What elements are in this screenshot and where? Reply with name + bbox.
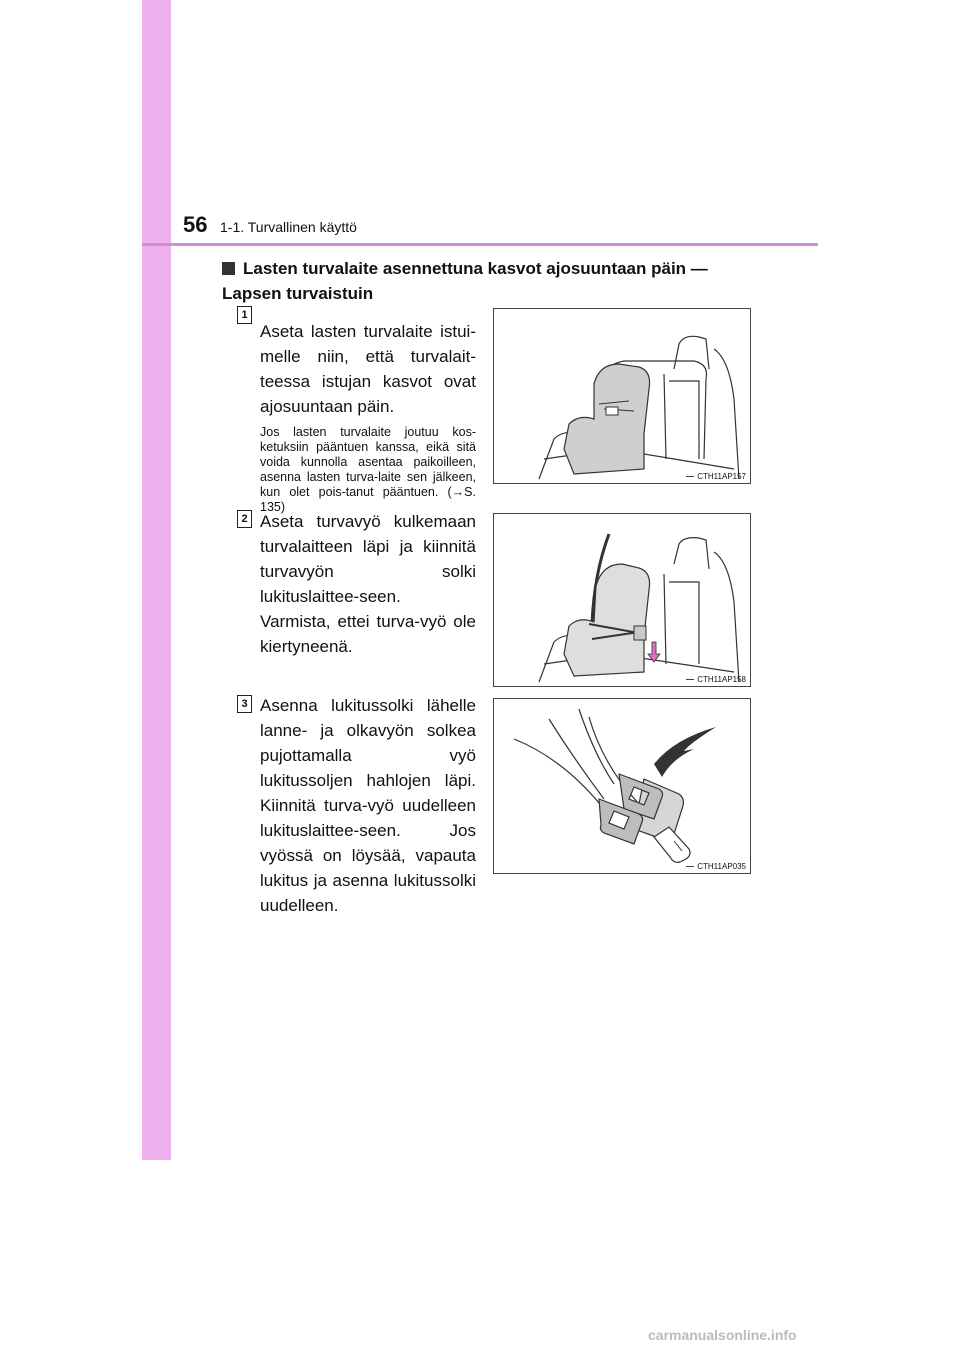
step-1-text: Aseta lasten turvalaite istui-melle niin, että turvalait-teessa istujan kasvot ovat ajosuuntaan päin. — [260, 322, 476, 416]
header-rule — [142, 243, 818, 246]
figure-code-3: CTH11AP035 — [686, 862, 746, 871]
figure-child-seat-forward — [493, 308, 751, 484]
step-2-text: Aseta turvavyö kulkemaan turvalaitteen läpi ja kiinnitä turvavyön solki lukituslaittee-seen. Varmista, ettei turva-vyö ole kiertyneenä. — [260, 512, 476, 656]
chapter-title: 1-1. Turvallinen käyttö — [220, 219, 357, 235]
seatbelt-routing-illustration — [494, 514, 750, 686]
child-seat-illustration — [494, 309, 750, 483]
step-1-note: Jos lasten turvalaite joutuu kos-ketuksiin pääntuen kanssa, eikä sitä voida kunnolla asentaa paikoilleen, asenna lasten turva-laite sen jälkeen, kun olet pois-tanut pääntuen. (→S. 135) — [260, 425, 476, 514]
page-sidebar — [142, 0, 171, 1160]
step-number-3: 3 — [237, 695, 252, 713]
watermark: carmanualsonline.info — [648, 1327, 797, 1343]
step-number-2: 2 — [237, 510, 252, 528]
figure-locking-clip — [493, 698, 751, 874]
step-number-1: 1 — [237, 306, 252, 324]
square-bullet-icon — [222, 262, 235, 275]
section-heading — [222, 256, 750, 306]
page-number: 56 — [183, 212, 208, 237]
figure-code-2: CTH11AP158 — [686, 675, 746, 684]
figure-code-1: CTH11AP157 — [686, 472, 746, 481]
section-heading-text: Lasten turvalaite asennettuna kasvot ajosuuntaan päin — Lapsen turvaistuin — [222, 259, 708, 303]
figure-seatbelt-routing — [493, 513, 751, 687]
step-3-text: Asenna lukitussolki lähelle lanne- ja olkavyön solkea pujottamalla vyö lukitussoljen hahlojen läpi. Kiinnitä turva-vyö uudelleen lukituslaittee-seen. Jos vyössä on löysää, vapauta lukitus ja asenna lukitussolki uudelleen. — [260, 696, 476, 915]
locking-clip-illustration — [494, 699, 750, 873]
